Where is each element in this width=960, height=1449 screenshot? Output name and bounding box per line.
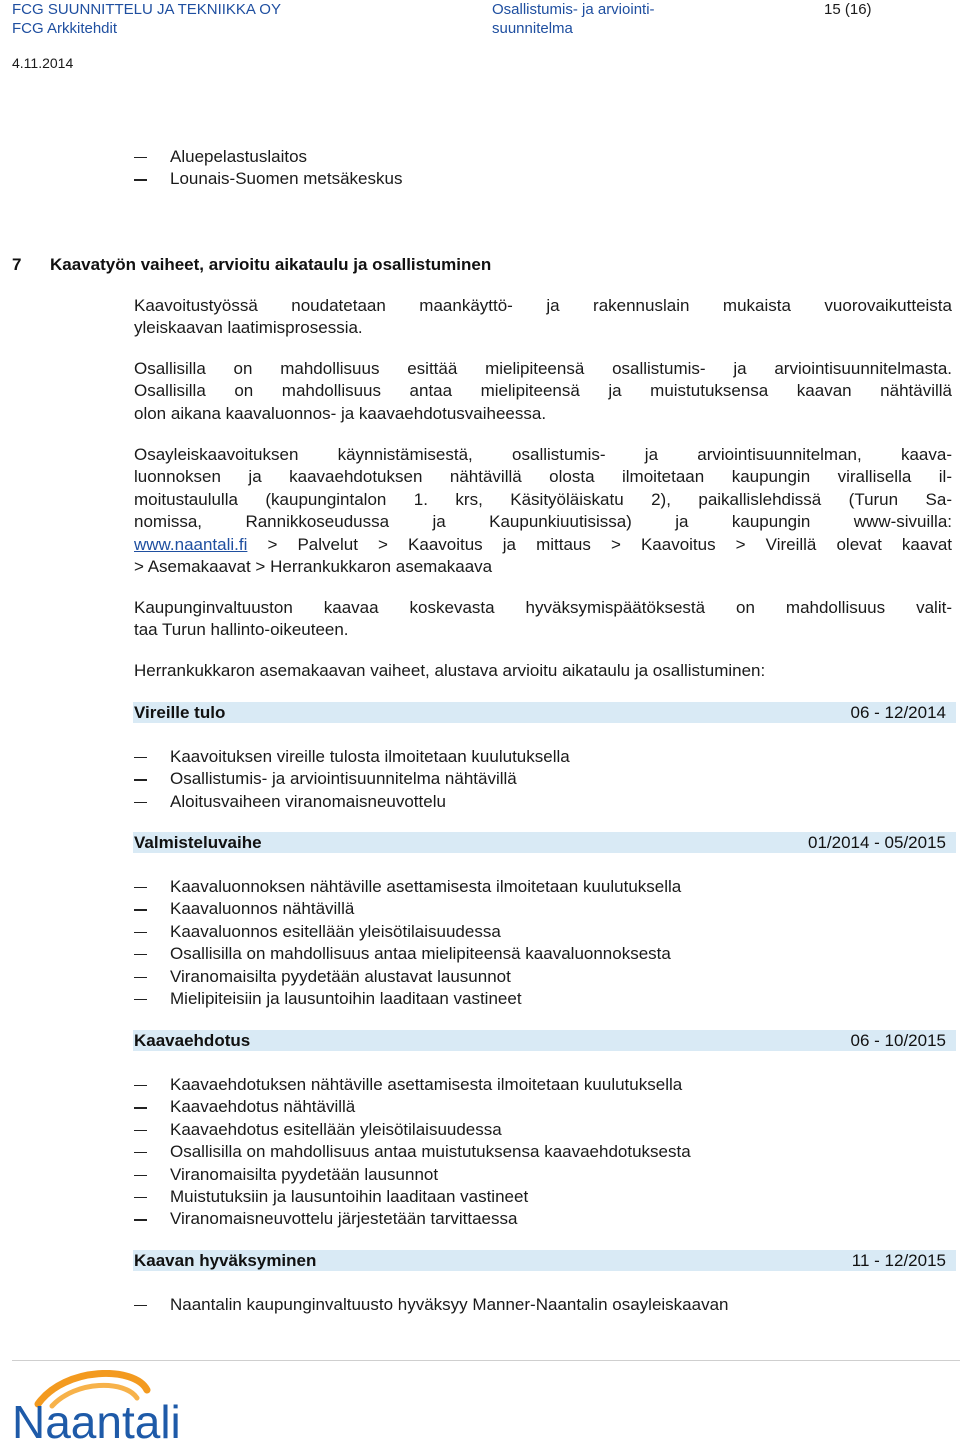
para-line: moitustaululla (kaupungintalon 1. krs, Käsityöläiskatu 2), paikallislehdissä (Turun Sa- xyxy=(134,489,952,509)
list-item: Kaavaluonnoksen nähtäville asettamisesta ilmoitetaan kuulutuksella xyxy=(134,876,681,898)
list-item: Osallisilla on mahdollisuus antaa mielipiteensä kaavaluonnoksesta xyxy=(134,943,681,965)
paragraph-announcements xyxy=(134,444,952,578)
para-line-with-link xyxy=(134,534,952,556)
list-item: Osallisilla on mahdollisuus antaa muistutuksensa kaavaehdotuksesta xyxy=(134,1141,691,1163)
footer-divider xyxy=(12,1360,960,1361)
phase-dates: 06 - 12/2014 xyxy=(850,703,946,722)
para-line: nomissa, Rannikkoseudussa ja Kaupunkiuutisissa) ja kaupungin www-sivuilla: xyxy=(134,512,952,532)
para-line: luonnoksen ja kaavaehdotuksen nähtävillä olosta ilmoitetaan kaupungin virallisella il- xyxy=(134,467,952,487)
paragraph-participation xyxy=(134,358,952,425)
section-number: 7 xyxy=(12,255,22,274)
para-line: yleiskaavan laatimisprosessia. xyxy=(134,318,363,338)
list-item: Aloitusvaiheen viranomaisneuvottelu xyxy=(134,791,570,813)
para-line: > Asemakaavat > Herrankukkaron asemakaava xyxy=(134,557,493,577)
list-item: Muistutuksiin ja lausuntoihin laaditaan vastineet xyxy=(134,1186,691,1208)
header-doc-title xyxy=(492,0,655,38)
para-line: Osayleiskaavoituksen käynnistämisestä, osallistumis- ja arviointisuunnitelman, kaava- xyxy=(134,445,952,464)
paragraph-process xyxy=(134,295,952,340)
top-list xyxy=(134,146,402,191)
company-name: FCG SUUNNITTELU JA TEKNIIKKA OY xyxy=(12,1,281,18)
para-line: Herrankukkaron asemakaavan vaiheet, alustava arvioitu aikataulu ja osallistuminen: xyxy=(134,661,766,680)
phase-dates: 11 - 12/2015 xyxy=(851,1251,946,1270)
list-item: Osallistumis- ja arviointisuunnitelma nähtävillä xyxy=(134,768,570,790)
phase-bar-approval xyxy=(133,1250,956,1271)
list-item: Kaavaehdotuksen nähtäville asettamisesta ilmoitetaan kuulutuksella xyxy=(134,1074,691,1096)
phase-dates: 01/2014 - 05/2015 xyxy=(807,833,946,852)
paragraph-appeal xyxy=(134,597,952,642)
phase-bar-preparation xyxy=(133,832,956,853)
phase-items-initiation xyxy=(134,746,570,813)
list-item: Kaavaehdotus esitellään yleisötilaisuudessa xyxy=(134,1119,691,1141)
list-item: Mielipiteisiin ja lausuntoihin laaditaan vastineet xyxy=(134,988,681,1010)
phase-items-preparation xyxy=(134,876,681,1010)
doc-title-line1: Osallistumis- ja arviointi- xyxy=(492,1,655,18)
logo-wordmark: Naantali xyxy=(12,1396,181,1444)
list-item: Kaavaluonnos nähtävillä xyxy=(134,898,681,920)
doc-title-line2: suunnitelma xyxy=(492,20,573,37)
phase-items-proposal xyxy=(134,1074,691,1231)
phase-items-approval xyxy=(134,1294,729,1316)
naantali-logo xyxy=(10,1370,210,1444)
list-item: Kaavoituksen vireille tulosta ilmoitetaan kuulutuksella xyxy=(134,746,570,768)
naantali-website-link[interactable]: www.naantali.fi xyxy=(134,534,248,554)
para-line: taa Turun hallinto-oikeuteen. xyxy=(134,620,349,640)
list-item: Kaavaluonnos esitellään yleisötilaisuudessa xyxy=(134,921,681,943)
para-line: olon aikana kaavaluonnos- ja kaavaehdotusvaiheessa. xyxy=(134,403,547,423)
phase-bar-proposal xyxy=(133,1030,956,1051)
phase-name: Valmisteluvaihe xyxy=(134,833,262,852)
phase-dates: 06 - 10/2015 xyxy=(850,1031,946,1050)
company-unit: FCG Arkkitehdit xyxy=(12,20,118,37)
header-date: 4.11.2014 xyxy=(12,55,74,71)
section-title: Kaavatyön vaiheet, arvioitu aikataulu ja osallistuminen xyxy=(50,255,492,274)
phase-name: Kaavan hyväksyminen xyxy=(134,1251,317,1270)
para-line: Osallisilla on mahdollisuus antaa mielipiteensä ja muistutuksensa kaavan nähtävillä xyxy=(134,381,952,401)
page-number: 15 (16) xyxy=(824,1,872,18)
navigation-path: > Palvelut > Kaavoitus ja mittaus > Kaavoitus > Vireillä olevat kaavat xyxy=(247,534,952,554)
para-line: Osallisilla on mahdollisuus esittää mielipiteensä osallistumis- ja arviointisuunnitelmasta. xyxy=(134,359,952,378)
list-item: Viranomaisneuvottelu järjestetään tarvittaessa xyxy=(134,1208,691,1230)
para-line: Kaupunginvaltuuston kaavaa koskevasta hyväksymispäätöksestä on mahdollisuus valit- xyxy=(134,598,952,617)
list-item: Viranomaisilta pyydetään alustavat lausunnot xyxy=(134,966,681,988)
para-line: Kaavoitustyössä noudatetaan maankäyttö- ja rakennuslain mukaista vuorovaikutteista xyxy=(134,296,952,315)
paragraph-schedule-intro xyxy=(134,660,952,682)
list-item: Naantalin kaupunginvaltuusto hyväksyy Manner-Naantalin osayleiskaavan xyxy=(134,1294,729,1316)
list-item: Aluepelastuslaitos xyxy=(134,146,402,168)
phase-name: Vireille tulo xyxy=(134,703,226,722)
list-item: Lounais-Suomen metsäkeskus xyxy=(134,168,402,190)
phase-bar-initiation xyxy=(133,702,956,723)
phase-name: Kaavaehdotus xyxy=(134,1031,251,1050)
list-item: Kaavaehdotus nähtävillä xyxy=(134,1096,691,1118)
list-item: Viranomaisilta pyydetään lausunnot xyxy=(134,1164,691,1186)
header-company xyxy=(12,0,281,38)
